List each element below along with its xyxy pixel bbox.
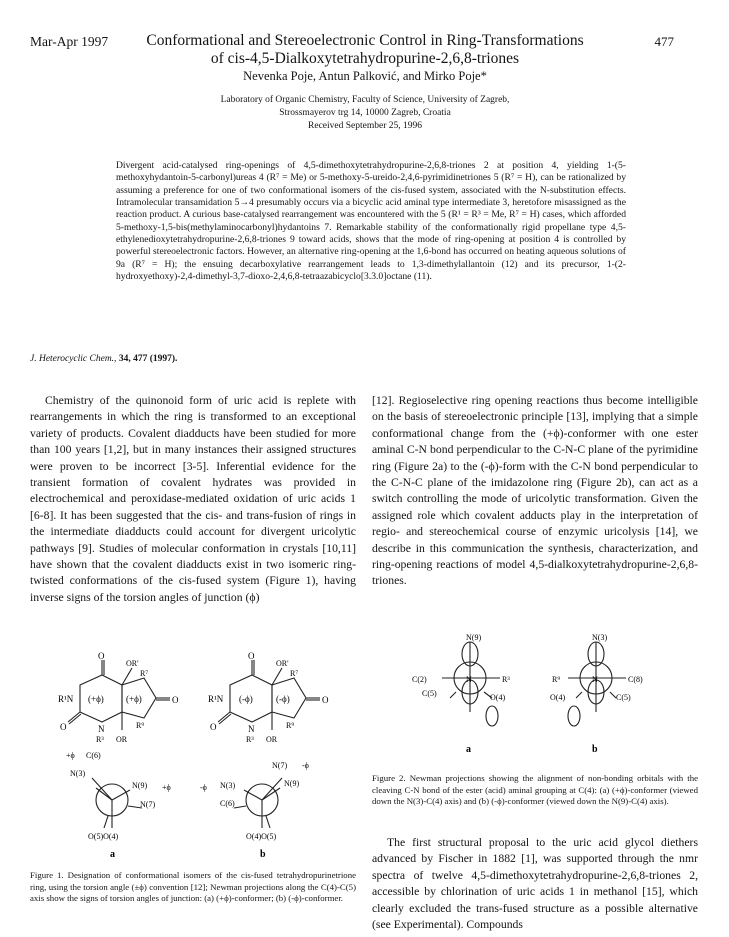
f2b-right2: C(5) [616,693,631,702]
n1a-o-bottom: O(5)O(4) [88,832,119,841]
figure-1 [40,650,340,860]
n1a-c6: C(6) [86,751,101,760]
f2a-top: N(9) [466,633,482,642]
s1b-n: N [248,724,255,734]
s1a-or-top: OR' [126,659,139,668]
n1a-n9: N(9) [132,781,148,790]
issue-date: Mar-Apr 1997 [30,34,109,49]
body-left-column: Chemistry of the quinonoid form of uric acid is replete with rearrangements in which the ring is transformed to an exceptional variety of products. Covalent diadducts have been studied for more than 100 years [1,2], but in many instances their assigned structures were proven to be incorrect [3-5]. Inferential evidence for the transient formation of covalent hydrates was provided in electrochemical and peroxidase-mediated oxidation of uric acids 1 [6-8]. It has been suggested that the cis- and trans-fusion of rings in the intermediate diadducts could account for divergent uricolytic pathways [9]. Studies of molecular conformation in crystals [10,11] have shown that the covalent diadducts exist in two isomeric ring-twisted conformations of the cis-fused system (Figure 1), having inverse signs of the torsion angles of junction (ϕ) [30,394,356,604]
affiliation-line-2: Strossmayerov trg 14, 10000 Zagreb, Croatia [279,108,451,118]
f2b-left1: R⁹ [552,675,561,684]
figure-1-caption: Figure 1. Designation of conformational isomers of the cis-fused tetrahydropurinetrione ring, using the torsion angle (±ϕ) convention [12]; Newman projections along the C(4)-C(5) axis show the signs of torsion angles of junction: (a) (+ϕ)-conformer; (b) (-ϕ)-conformer. [30,870,356,904]
s1b-o-left: O [210,722,217,732]
s1a-o-right: O [172,695,179,705]
figure-2 [400,632,670,767]
f2a-right1: R³ [502,675,510,684]
s1b-or-bot: OR [266,735,278,744]
s1a-sign2: (+ϕ) [126,694,142,704]
s1b-or-top: OR' [276,659,289,668]
s1a-o-top: O [98,651,105,661]
figure1-newman-b [234,778,282,828]
figure2-projection-b [568,642,626,726]
figure1-structure-b [218,660,320,730]
s1b-r9: R⁹ [286,721,295,730]
s1a-o-left: O [60,722,67,732]
title-line-1: Conformational and Stereoelectronic Control in Ring-Transformations [146,32,584,49]
s1b-o-top: O [248,651,255,661]
f2b-right1: C(8) [628,675,643,684]
abstract: Divergent acid-catalysed ring-openings of 4,5-dimethoxytetrahydropurine-2,6,8-triones 2 at position 4, yielding 1-(5-methoxyhydantoin-5-carbonyl)ureas 4 (R⁷ = Me) or 5-methoxy-5-ureido-2,4,6-pyrimidinetriones 5 (R⁷ = H), can be rationalized by assuming a preference for one of two conformational isomers of the cis-fused system, associated with the N-substitution effects. Intramolecular transamidation 5→4 presumably occurs via a bicyclic acid aminal type intermediate 3, heretofore misassigned as the reaction product. A curious base-catalysed rearrangement was encountered with the 5 (R¹ = R³ = Me, R⁷ = H) cases, which afforded 5-methoxy-1,5-bis(methylaminocarbonyl)hydantoins 7. Remarkable stability of the conformationally rigid propellane type 4,5-ethylenedioxytetrahydropurine-2,6,8-triones 9 toward acids, shows that the mode of ring-opening at position 4 is controlled by powerful stereoelectronic factors. However, an alternative ring-opening at the 1,6-bond has occurred on heating aqueous solutions of 9a (R⁷ = H); the ensuing decarboxylative rearrangement leads to 1,3-dimethylallantoin (12) and its precursor, 1-(2-hydroxyethoxy)-2,4-dimethyl-3,7-dioxo-2,4,6,8-tetraazabicyclo[3.3.0]octane (11). [116,160,626,283]
f2a-left1: C(2) [412,675,427,684]
page-number: 477 [654,34,674,49]
figure1-label-b: b [260,849,266,860]
f2a-right2: O(4) [490,693,506,702]
figure-2-caption: Figure 2. Newman projections showing the alignment of non-bonding orbitals with the cleaving C-N bond of the ester (acid) aminal grouping at C(4): (a) (+ϕ)-conformer (viewed down the N(3)-C(4) axis) and (b) (-ϕ)-conformer (viewed down the N(9)-C(4) axis). [372,773,698,807]
f2b-top: N(3) [592,633,608,642]
article-title [60,32,670,68]
s1b-r3: R³ [246,735,254,744]
n1a-n7: N(7) [140,800,156,809]
f2a-left2: C(5) [422,689,437,698]
affiliation [60,94,670,133]
s1a-n: N [98,724,105,734]
n1b-c6: C(6) [220,799,235,808]
journal-volume: 34, 477 (1997). [116,354,178,364]
body-right-column-continued: The first structural proposal to the uric acid glycol diethers advanced by Fischer in 1882 [1], was supported through the nmr spectra of twelve 4,5-dimethoxytetrahydropurine-2,6,8-triones 2, accessible by chlorination of uric acids 1 in methanol [15], which clearly excluded the trans-fused structure as a possible alternative (see Experimental). Compounds [372,836,698,932]
authors: Nevenka Poje, Antun Palković, and Mirko Poje* [243,69,487,83]
s1a-r3: R³ [96,735,104,744]
s1a-or-bot: OR [116,735,128,744]
s1b-sign2: (-ϕ) [276,694,290,704]
title-line-2: of cis-4,5-Dialkoxytetrahydropurine-2,6,8-triones [210,50,520,67]
n1b-n9: N(9) [284,779,300,788]
f2b-left2: O(4) [550,693,566,702]
s1b-sign1: (-ϕ) [239,694,253,704]
s1a-r7: R⁷ [140,669,149,678]
figure2-label-b: b [592,744,598,755]
n1b-sign-right: -ϕ [302,761,309,770]
n1a-n3: N(3) [70,769,86,778]
n1a-sign-left: +ϕ [66,751,75,760]
s1b-o-right: O [322,695,329,705]
n1b-n7: N(7) [272,761,288,770]
s1a-sign1: (+ϕ) [88,694,104,704]
s1b-r7: R⁷ [290,669,299,678]
s1a-r9: R⁹ [136,721,145,730]
n1a-sign-right: +ϕ [162,783,171,792]
s1b-r1n: R¹N [208,694,224,704]
body-right-column: [12]. Regioselective ring opening reactions thus become intelligible on the basis of stereoelectronic principle [13], implying that a simple conformational change from the (+ϕ)-conformer with one ester aminal C-N bond perpendicular to the C-N-C plane of the pyrimidine ring (Figure 2a) to the (-ϕ)-form with the C-N bond perpendicular to the C-N-C plane of the imidazolone ring (Figure 2b), can act as a switch controlling the mode of uricolytic transformation. Given the assigned role which covalent adducts play in the interpretation of regio- and stereochemical course of enzymic uricolysis [14], we describe in this communication the synthesis, characterization, and ring-opening reactions of model 4,5-dialkoxytetrahydropurine-2,6,8-triones. [372,394,698,588]
affiliation-line-1: Laboratory of Organic Chemistry, Faculty of Science, University of Zagreb, [220,95,510,105]
n1b-sign-left: -ϕ [200,783,207,792]
journal-reference [30,354,177,364]
figure1-label-a: a [110,849,115,860]
n1b-o-bottom: O(4)O(5) [246,832,277,841]
f2b-center: N [592,675,598,684]
figure2-label-a: a [466,744,471,755]
s1a-r1n: R¹N [58,694,74,704]
f2a-center: N [466,675,472,684]
received-date: Received September 25, 1996 [308,121,422,131]
journal-name: J. Heterocyclic Chem., [30,354,117,364]
figure2-projection-a [442,642,500,726]
figure1-structure-a [68,660,170,730]
n1b-n3: N(3) [220,781,236,790]
